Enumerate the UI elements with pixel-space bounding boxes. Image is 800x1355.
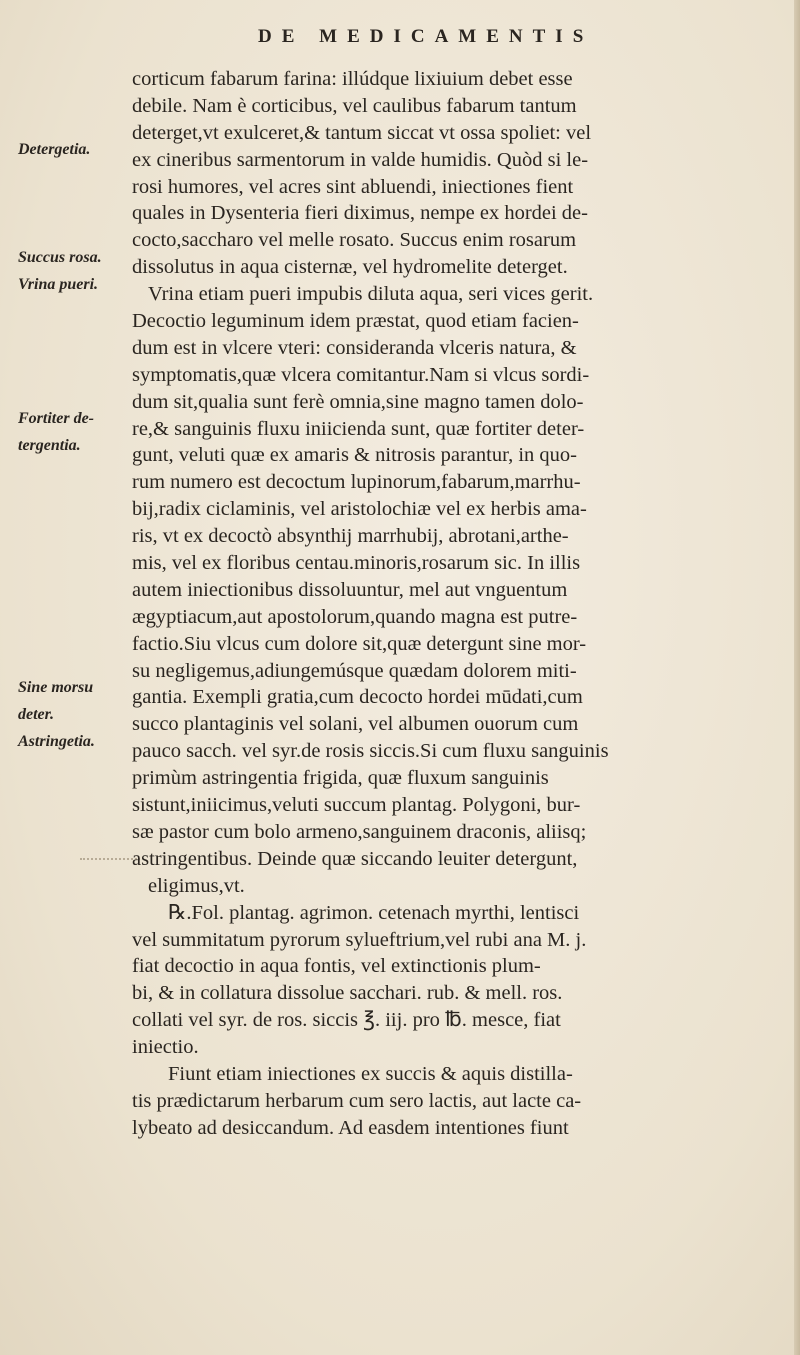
text-line: ris, vt ex decoctò absynthij marrhubij, abrotani,arthe- [132, 525, 569, 548]
margin-note-detergentia: Detergetia. [18, 141, 91, 158]
text-line: Fiunt etiam iniectiones ex succis & aquis distilla- [168, 1062, 573, 1085]
margin-note-astringentia: Astringetia. [18, 733, 95, 750]
text-line: quales in Dysenteria fieri diximus, nempe ex hordei de- [132, 202, 588, 225]
text-line: su negligemus,adiungemúsque quædam dolorem miti- [132, 659, 577, 682]
margin-note-succus-rosa: Succus rosa. [18, 249, 102, 266]
margin-dots [80, 858, 140, 864]
text-line: re,& sanguinis fluxu iniicienda sunt, quæ fortiter deter- [132, 417, 585, 440]
text-line: cocto,saccharo vel melle rosato. Succus enim rosarum [132, 229, 577, 252]
text-line: rum numero est decoctum lupinorum,fabarum,marrhu- [132, 471, 581, 494]
text-line: ex cineribus sarmentorum in valde humidis. Quòd si le- [132, 148, 589, 171]
text-line: vel summitatum pyrorum sylueftrium,vel rubi ana M. j. [132, 928, 587, 951]
text-line: bi, & in collatura dissolue sacchari. rub. & mell. ros. [132, 982, 563, 1005]
text-line: fiat decoctio in aqua fontis, vel extinctionis plum- [132, 955, 541, 978]
text-line: collati vel syr. de ros. siccis ℥. iij. pro ℔. mesce, fiat [132, 1009, 561, 1032]
text-line: Decoctio leguminum idem præstat, quod etiam facien- [132, 310, 579, 333]
text-line: iniectio. [132, 1036, 199, 1059]
text-line: dum est in vlcere vteri: consideranda vlceris natura, & [132, 336, 577, 359]
text-line: dum sit,qualia sunt ferè omnia,sine magno tamen dolo- [132, 390, 584, 413]
text-line: rosi humores, vel acres sint abluendi, iniectiones fient [132, 175, 574, 198]
margin-note-fortiter: Fortiter de- [18, 410, 94, 427]
text-line: autem iniectionibus dissoluuntur, mel aut vnguentum [132, 578, 568, 601]
text-line: Vrina etiam pueri impubis diluta aqua, seri vices gerit. [148, 283, 594, 306]
text-line: gantia. Exempli gratia,cum decocto hordei mūdati,cum [132, 686, 583, 709]
page-edge [794, 0, 800, 1355]
body-text [132, 66, 782, 1142]
text-line: primùm astringentia frigida, quæ fluxum sanguinis [132, 767, 549, 790]
text-line: symptomatis,quæ vlcera comitantur.Nam si vlcus sordi- [132, 363, 590, 386]
text-line: lybeato ad desiccandum. Ad easdem intentiones fiunt [132, 1116, 569, 1139]
text-line: tis prædictarum herbarum cum sero lactis, aut lacte ca- [132, 1089, 582, 1112]
text-line: pauco sacch. vel syr.de rosis siccis.Si cum fluxu sanguinis [132, 740, 609, 763]
margin-note-vrina-pueri: Vrina pueri. [18, 276, 99, 293]
text-line: factio.Siu vlcus cum dolore sit,quæ detergunt sine mor- [132, 632, 587, 655]
text-line: corticum fabarum farina: illúdque lixiuium debet esse [132, 68, 573, 90]
running-head: DE MEDICAMENTIS [258, 26, 594, 47]
text-line: mis, vel ex floribus centau.minoris,rosarum sic. In illis [132, 552, 581, 575]
text-line: sæ pastor cum bolo armeno,sanguinem draconis, aliisq; [132, 820, 587, 843]
text-line: eligimus,vt. [148, 874, 245, 897]
margin-note-sine-morsu: Sine morsu [18, 679, 94, 696]
text-line: succo plantaginis vel solani, vel albumen ouorum cum [132, 713, 579, 736]
margin-note-deter: deter. [18, 706, 54, 723]
text-line: dissolutus in aqua cisternæ, vel hydromelite deterget. [132, 256, 568, 279]
recipe-line: ℞.Fol. plantag. agrimon. cetenach myrthi, lentisci [168, 901, 580, 924]
text-line: deterget,vt exulceret,& tantum siccat vt ossa spoliet: vel [132, 121, 592, 144]
text-line: debile. Nam è corticibus, vel caulibus fabarum tantum [132, 94, 577, 117]
text-line: sistunt,iniicimus,veluti succum plantag. Polygoni, bur- [132, 794, 581, 817]
text-line: gunt, veluti quæ ex amaris & nitrosis parantur, in quo- [132, 444, 577, 467]
text-line: bij,radix ciclaminis, vel aristolochiæ vel ex herbis ama- [132, 498, 587, 521]
text-line: astringentibus. Deinde quæ siccando leuiter detergunt, [132, 847, 578, 870]
margin-note-tergentia: tergentia. [18, 437, 81, 454]
text-line: ægyptiacum,aut apostolorum,quando magna est putre- [132, 605, 578, 628]
